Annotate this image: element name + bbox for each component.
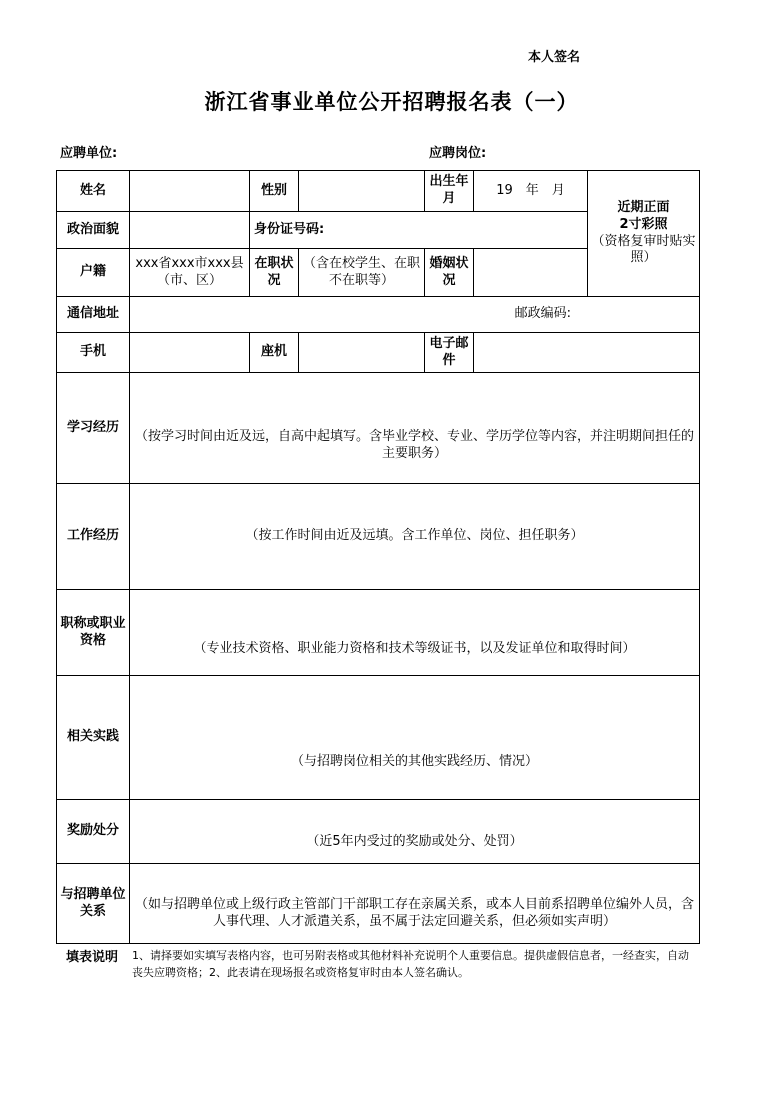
id-number-label[interactable]: 身份证号码:	[250, 212, 588, 249]
photo-box[interactable]	[588, 171, 700, 297]
gender-label: 性别	[250, 171, 299, 212]
practice-label: 相关实践	[57, 676, 130, 800]
registration-form-table	[56, 170, 700, 944]
address-label: 通信地址	[57, 297, 130, 333]
fill-instructions-text: 1、请择要如实填写表格内容，也可另附表格或其他材料补充说明个人重要信息。提供虚假信息者，一经查实，自动丧失应聘资格；2、此表请在现场报名或资格复审时由本人签名确认。	[132, 949, 689, 979]
work-label: 工作经历	[57, 484, 130, 590]
gender-field[interactable]	[299, 171, 425, 212]
relation-label: 与招聘单位关系	[57, 864, 130, 944]
reward-label: 奖励处分	[57, 800, 130, 864]
job-status-field[interactable]: （含在校学生、在职不在职等）	[299, 249, 425, 297]
apply-post-label: 应聘岗位:	[429, 146, 487, 161]
marital-field[interactable]	[474, 249, 588, 297]
job-status-label: 在职状况	[250, 249, 299, 297]
work-field[interactable]	[130, 484, 700, 590]
fill-instructions-label: 填表说明	[66, 950, 119, 965]
birth-field[interactable]: 19 年 月	[474, 171, 588, 212]
relation-hint: （如与招聘单位或上级行政主管部门干部职工存在亲属关系，或本人目前系招聘单位编外人员，含人事代理、人才派遣关系，虽不属于法定回避关系，但必须如实声明）	[134, 896, 694, 929]
landline-field[interactable]	[299, 333, 425, 373]
email-label: 电子邮件	[425, 333, 474, 373]
study-hint: （按学习时间由近及远，自高中起填写。含毕业学校、专业、学历学位等内容，并注明期间担任的主要职务）	[134, 429, 694, 461]
landline-label: 座机	[250, 333, 299, 373]
relation-field[interactable]	[130, 864, 700, 944]
address-field[interactable]	[130, 297, 700, 333]
marital-label: 婚姻状况	[425, 249, 474, 297]
photo-line-1: 近期正面	[617, 199, 670, 215]
reward-field[interactable]	[130, 800, 700, 864]
work-hint: （按工作时间由近及远填。含工作单位、岗位、担任职务）	[245, 528, 584, 544]
study-field[interactable]	[130, 373, 700, 484]
mobile-label: 手机	[57, 333, 130, 373]
title-qual-label: 职称或职业资格	[57, 590, 130, 676]
birth-label: 出生年月	[425, 171, 474, 212]
email-field[interactable]	[474, 333, 700, 373]
zip-label: 邮政编码:	[514, 306, 571, 322]
study-label: 学习经历	[57, 373, 130, 484]
apply-unit-label: 应聘单位:	[60, 146, 118, 161]
practice-hint: （与招聘岗位相关的其他实践经历、情况）	[290, 754, 538, 770]
political-field[interactable]	[130, 212, 250, 249]
reward-hint: （近5年内受过的奖励或处分、处罚）	[306, 834, 523, 850]
hukou-field[interactable]: xxx省xxx市xxx县（市、区）	[130, 249, 250, 297]
form-title: 浙江省事业单位公开招聘报名表（一）	[204, 90, 579, 114]
practice-field[interactable]	[130, 676, 700, 800]
photo-line-2: 2寸彩照	[619, 216, 668, 232]
name-label: 姓名	[57, 171, 130, 212]
mobile-field[interactable]	[130, 333, 250, 373]
political-label: 政治面貌	[57, 212, 130, 249]
photo-line-3: （资格复审时贴实照）	[591, 233, 696, 266]
hukou-label: 户籍	[57, 249, 130, 297]
title-qual-field[interactable]	[130, 590, 700, 676]
name-field[interactable]	[130, 171, 250, 212]
title-qual-hint: （专业技术资格、职业能力资格和技术等级证书，以及发证单位和取得时间）	[193, 640, 636, 656]
signature-label: 本人签名	[528, 50, 581, 65]
